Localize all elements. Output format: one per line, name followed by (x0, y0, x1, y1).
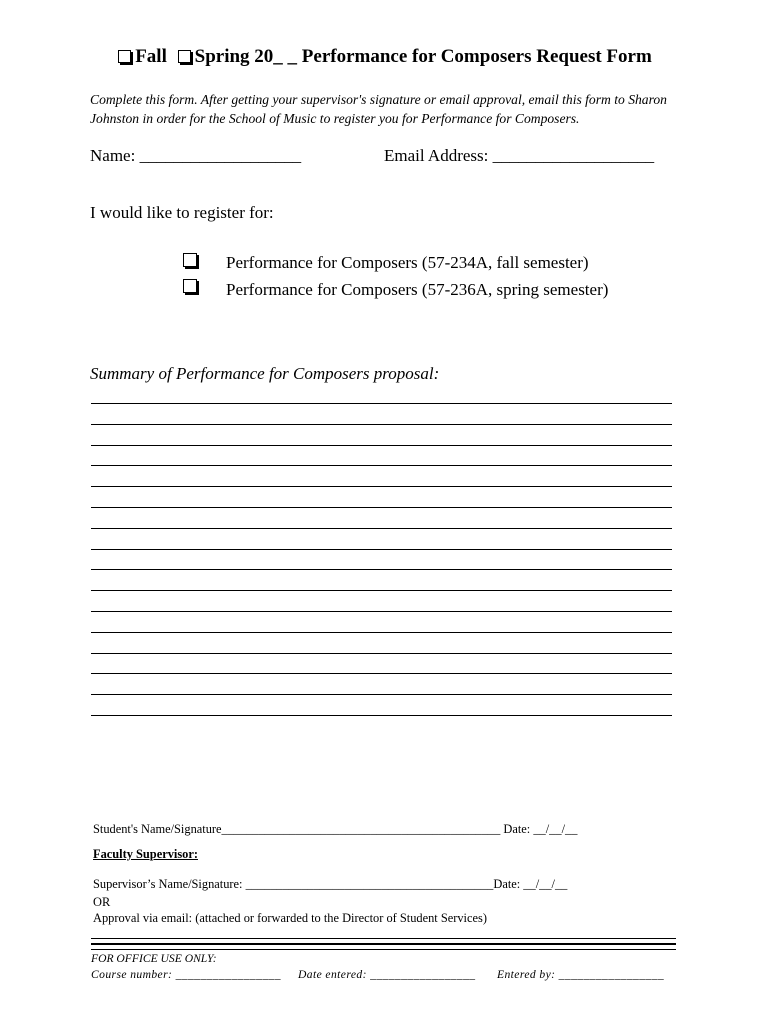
office-use-heading: FOR OFFICE USE ONLY: (91, 952, 217, 965)
intro-text: Complete this form. After getting your supervisor's signature or email approval, email this form to Sharon Johnston in order for the School of Music to register you for Performance for Composers. (90, 92, 667, 126)
writing-line[interactable] (91, 424, 672, 425)
writing-line[interactable] (91, 569, 672, 570)
writing-line[interactable] (91, 528, 672, 529)
writing-line[interactable] (91, 403, 672, 404)
writing-line[interactable] (91, 590, 672, 591)
student-signature-line[interactable]: Student's Name/Signature_____________________________________________ Date: __/__/__ (93, 822, 578, 836)
double-divider-2 (91, 944, 676, 950)
writing-line[interactable] (91, 653, 672, 654)
entered-by-field[interactable]: Entered by: _________________ (497, 968, 665, 981)
email-field[interactable]: Email Address: ___________________ (384, 146, 655, 165)
name-field[interactable]: Name: ___________________ (90, 146, 302, 165)
option-spring-checkbox[interactable] (183, 279, 197, 298)
spring-checkbox[interactable] (178, 50, 191, 63)
or-text: OR (93, 895, 111, 909)
supervisor-signature-line[interactable]: Supervisor’s Name/Signature: ________________________________________Date: __/__/__ (93, 877, 568, 891)
option-spring-label: Performance for Composers (57-236A, spring semester) (226, 280, 609, 299)
writing-line[interactable] (91, 486, 672, 487)
faculty-supervisor-heading: Faculty Supervisor: (93, 847, 198, 861)
option-fall-label: Performance for Composers (57-234A, fall semester) (226, 253, 589, 272)
course-number-field[interactable]: Course number: _________________ (91, 968, 281, 981)
writing-line[interactable] (91, 549, 672, 550)
form-title (0, 46, 770, 68)
writing-line[interactable] (91, 465, 672, 466)
writing-line[interactable] (91, 694, 672, 695)
register-heading: I would like to register for: (90, 203, 274, 222)
email-approval-text: Approval via email: (attached or forwarded to the Director of Student Services) (93, 911, 487, 925)
writing-line[interactable] (91, 611, 672, 612)
fall-checkbox[interactable] (118, 50, 131, 63)
fall-label: Fall (135, 46, 167, 67)
title-text: Spring 20_ _ Performance for Composers Request Form (194, 46, 652, 67)
summary-heading: Summary of Performance for Composers proposal: (90, 364, 440, 383)
writing-line[interactable] (91, 673, 672, 674)
writing-line[interactable] (91, 632, 672, 633)
writing-line[interactable] (91, 507, 672, 508)
date-entered-field[interactable]: Date entered: _________________ (298, 968, 476, 981)
option-fall-checkbox[interactable] (183, 253, 197, 272)
writing-line[interactable] (91, 715, 672, 716)
writing-line[interactable] (91, 445, 672, 446)
